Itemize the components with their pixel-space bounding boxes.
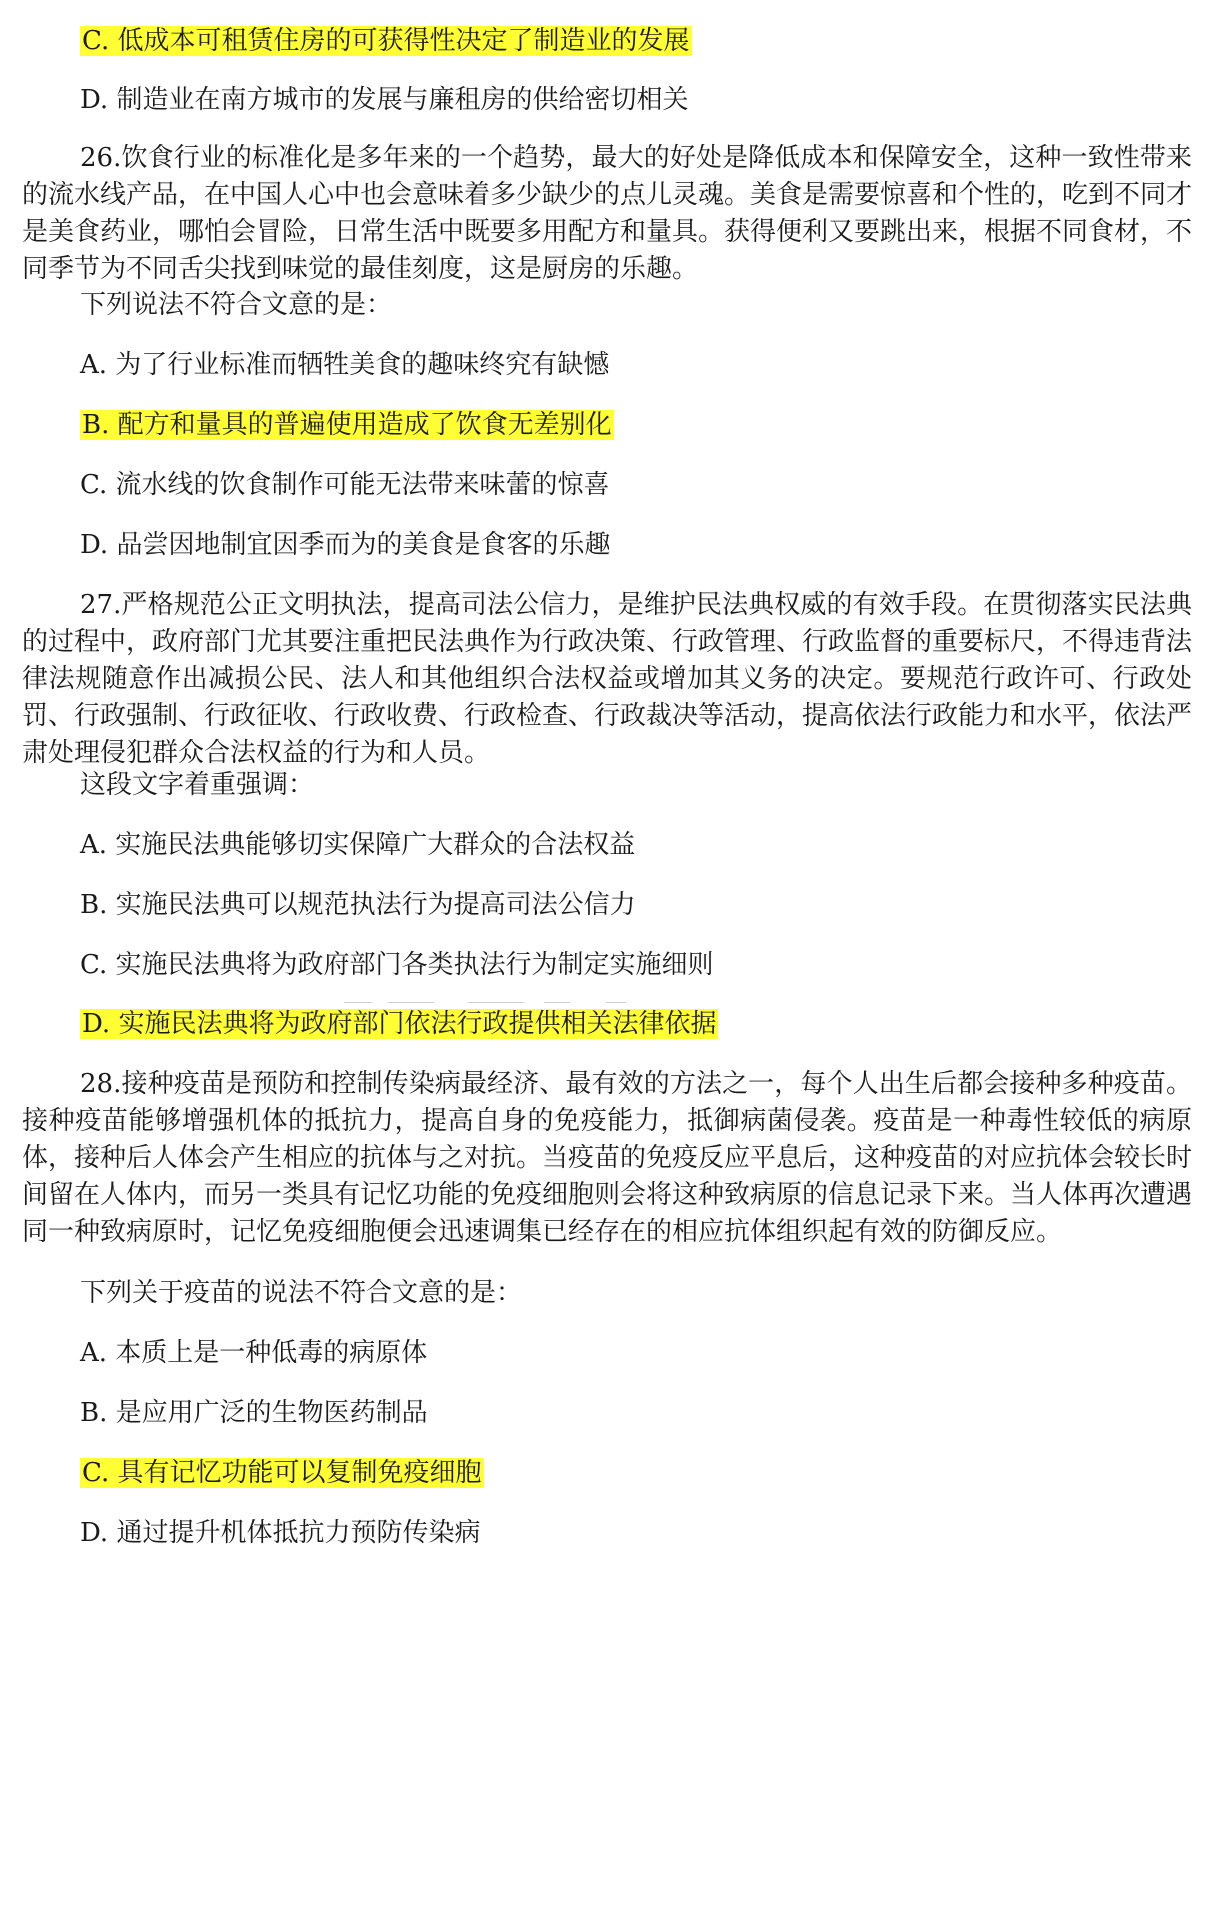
q28-option-d: D. 通过提升机体抵抗力预防传染病 — [80, 1518, 481, 1548]
q27-option-a: A. 实施民法典能够切实保障广大群众的合法权益 — [80, 830, 636, 860]
q25-option-c — [80, 22, 692, 60]
q26-option-b — [80, 406, 614, 444]
q27-question: 这段文字着重强调： — [80, 770, 315, 800]
q26-option-a: A. 为了行业标准而牺牲美食的趣味终究有缺憾 — [80, 350, 610, 380]
q26-option-c: C. 流水线的饮食制作可能无法带来味蕾的惊喜 — [80, 470, 610, 500]
q26-option-d: D. 品尝因地制宜因季而为的美食是食客的乐趣 — [80, 530, 611, 560]
answer-highlight: B. 配方和量具的普遍使用造成了饮食无差别化 — [82, 410, 612, 440]
answer-highlight: C. 低成本可租赁住房的可获得性决定了制造业的发展 — [82, 26, 690, 56]
q28-option-b: B. 是应用广泛的生物医药制品 — [80, 1398, 428, 1428]
q26-question: 下列说法不符合文意的是： — [80, 290, 393, 320]
q28-passage: 28.接种疫苗是预防和控制传染病最经济、最有效的方法之一，每个人出生后都会接种多种疫苗。接种疫苗能够增强机体的抵抗力，提高自身的免疫能力，抵御病菌侵袭。疫苗是一种毒性较低的病原体，接种后人体会产生相应的抗体与之对抗。当疫苗的免疫反应平息后，这种疫苗的对应抗体会较长时间留在人体内，而另一类具有记忆功能的免疫细胞则会将这种致病原的信息记录下来。当人体再次遭遇同一种致病原时，记忆免疫细胞便会迅速调集已经存在的相应抗体组织起有效的防御反应。 — [22, 1069, 1193, 1247]
answer-highlight: D. 实施民法典将为政府部门依法行政提供相关法律依据 — [82, 1009, 717, 1039]
answer-highlight: C. 具有记忆功能可以复制免疫细胞 — [82, 1458, 482, 1488]
q27-option-c: C. 实施民法典将为政府部门各类执法行为制定实施细则 — [80, 950, 714, 980]
q28-option-a: A. 本质上是一种低毒的病原体 — [80, 1338, 428, 1368]
q27-option-b: B. 实施民法典可以规范执法行为提高司法公信力 — [80, 890, 636, 920]
q28-option-c — [80, 1454, 484, 1492]
q25-option-d: D. 制造业在南方城市的发展与廉租房的供给密切相关 — [80, 85, 689, 115]
q27-passage: 27.严格规范公正文明执法，提高司法公信力，是维护民法典权威的有效手段。在贯彻落实民法典的过程中，政府部门尤其要注重把民法典作为行政决策、行政管理、行政监督的重要标尺，不得违背法律法规随意作出减损公民、法人和其他组织合法权益或增加其义务的决定。要规范行政许可、行政处罚、行政强制、行政征收、行政收费、行政检查、行政裁决等活动，提高依法行政能力和水平，依法严肃处理侵犯群众合法权益的行为和人员。 — [22, 590, 1193, 768]
q26-passage: 26.饮食行业的标准化是多年来的一个趋势，最大的好处是降低成本和保障安全，这种一致性带来的流水线产品，在中国人心中也会意味着多少缺少的点儿灵魂。美食是需要惊喜和个性的，吃到不同才是美食药业，哪怕会冒险，日常生活中既要多用配方和量具。获得便利又要跳出来，根据不同食材，不同季节为不同舌尖找到味觉的最佳刻度，这是厨房的乐趣。 — [22, 143, 1193, 284]
q27-option-d — [80, 1005, 718, 1043]
q28-question: 下列关于疫苗的说法不符合文意的是： — [80, 1278, 523, 1308]
scan-marks — [344, 1002, 744, 1006]
